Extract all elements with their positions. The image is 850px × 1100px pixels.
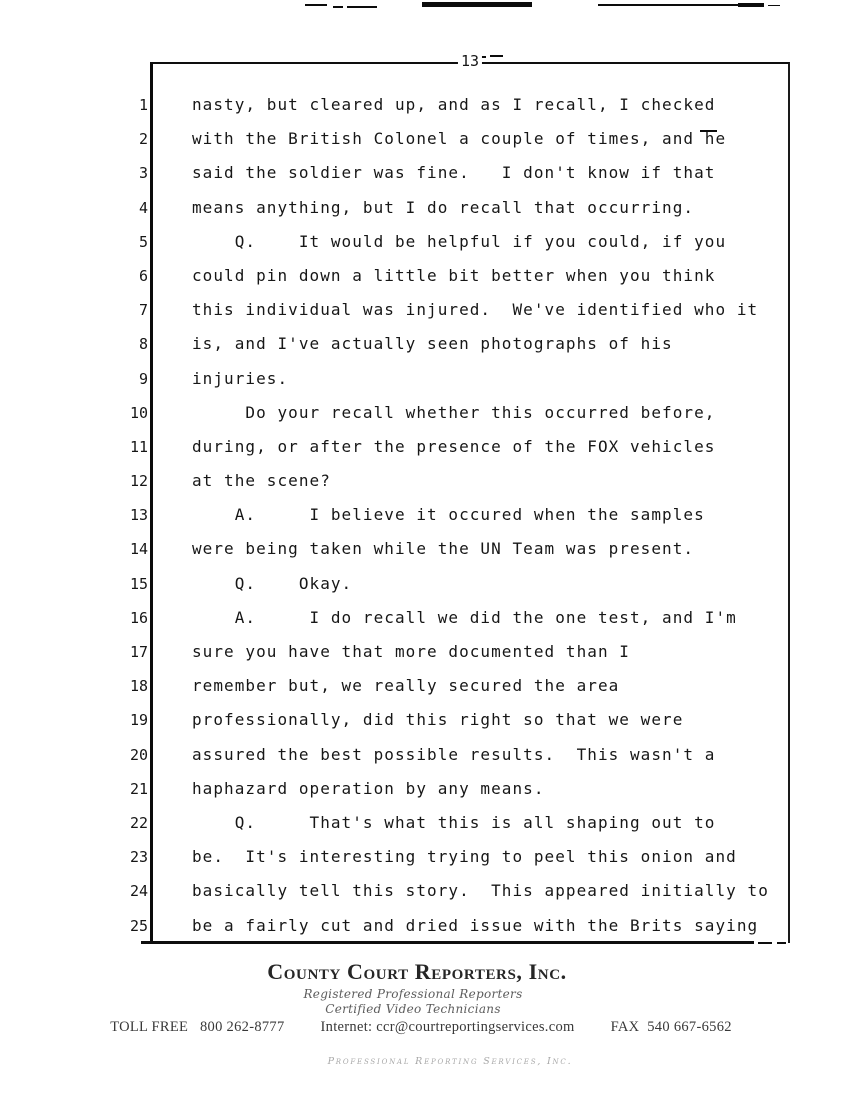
line-number: 6 <box>138 266 148 285</box>
page-number: 13 <box>458 52 482 70</box>
line-number: 19 <box>129 711 148 730</box>
line-text: basically tell this story. This appeared initially to <box>192 881 769 901</box>
transcript-line <box>118 430 808 464</box>
reporter-company-name: County Court Reporters, Inc. <box>267 959 567 984</box>
line-text: A. I do recall we did the one test, and I'm <box>192 607 737 627</box>
transcript-line <box>118 464 808 498</box>
line-number: 18 <box>129 677 148 696</box>
tollfree-number: TOLL FREE 800 262-8777 <box>110 1019 285 1035</box>
line-text: haphazard operation by any means. <box>192 778 545 798</box>
line-number: 5 <box>138 232 148 251</box>
line-number: 20 <box>129 745 148 764</box>
line-text: be a fairly cut and dried issue with the Brits saying <box>192 915 759 935</box>
line-number: 8 <box>138 335 148 354</box>
transcript-line <box>118 327 808 361</box>
line-text: means anything, but I do recall that occurring. <box>192 197 695 217</box>
transcript-line <box>118 156 808 190</box>
line-number: 24 <box>129 882 148 901</box>
line-number: 11 <box>129 437 148 456</box>
transcript-line <box>118 635 808 669</box>
transcript-line <box>118 806 808 840</box>
line-number: 14 <box>129 540 148 559</box>
line-text: Q. That's what this is all shaping out to <box>192 812 716 832</box>
line-number: 1 <box>138 96 148 114</box>
scan-artifact <box>305 4 327 6</box>
scan-artifact <box>333 6 343 8</box>
line-text: were being taken while the UN Team was present. <box>192 539 695 559</box>
reporter-tagline-registered: Registered Professional Reporters <box>303 987 523 1001</box>
line-number: 12 <box>129 472 148 491</box>
scan-artifact <box>347 6 377 8</box>
line-text: at the scene? <box>192 471 331 491</box>
transcript-line <box>118 669 808 703</box>
internet-email: Internet: ccr@courtreportingservices.com <box>320 1019 575 1035</box>
line-text: sure you have that more documented than I <box>192 642 630 661</box>
scan-artifact <box>738 3 764 7</box>
line-text: Q. It would be helpful if you could, if you <box>192 231 727 251</box>
transcript-line <box>118 498 808 532</box>
line-number: 7 <box>138 301 148 320</box>
line-text: said the soldier was fine. I don't know if that <box>192 163 716 183</box>
transcript-line <box>118 840 808 874</box>
transcript-lines <box>118 88 808 943</box>
line-text: Q. Okay. <box>192 573 353 593</box>
transcript-line <box>118 362 808 396</box>
line-number: 17 <box>129 643 148 661</box>
transcript-line <box>118 532 808 566</box>
transcript-line <box>118 874 808 908</box>
scan-artifact <box>490 55 503 57</box>
line-number: 13 <box>129 506 148 525</box>
line-number: 22 <box>129 813 148 832</box>
line-number: 16 <box>129 608 148 627</box>
line-text: be. It's interesting trying to peel this onion and <box>192 847 737 867</box>
scan-artifact <box>598 4 740 6</box>
line-number: 25 <box>129 916 148 935</box>
line-text: this individual was injured. We've identified who it <box>192 300 759 320</box>
line-text: A. I believe it occured when the samples <box>192 505 705 525</box>
line-text: remember but, we really secured the area <box>192 676 620 696</box>
reporter-contact-line <box>0 1019 846 1036</box>
line-text: assured the best possible results. This wasn't a <box>192 744 716 764</box>
scan-artifact <box>768 5 780 6</box>
transcript-line <box>118 738 808 772</box>
line-number: 2 <box>138 130 148 149</box>
transcript-line <box>118 909 808 943</box>
line-number: 21 <box>129 779 148 798</box>
transcript-line <box>118 396 808 430</box>
line-text: injuries. <box>192 368 289 388</box>
line-text: with the British Colonel a couple of times, and he <box>192 129 727 149</box>
transcript-line <box>118 122 808 156</box>
line-text: is, and I've actually seen photographs of his <box>192 334 673 354</box>
fine-print-line: Professional Reporting Services, Inc. <box>327 1056 573 1067</box>
scan-artifact <box>422 2 532 7</box>
transcript-line <box>118 703 808 737</box>
transcript-line <box>118 88 808 122</box>
transcript-line <box>118 601 808 635</box>
line-number: 23 <box>129 848 148 867</box>
reporter-tagline-certified: Certified Video Technicians <box>325 1002 501 1016</box>
line-text: during, or after the presence of the FOX vehicles <box>192 436 716 456</box>
line-number: 4 <box>138 198 148 217</box>
transcript-line <box>118 293 808 327</box>
line-text: nasty, but cleared up, and as I recall, I checked <box>192 95 716 114</box>
line-number: 10 <box>129 403 148 422</box>
transcript-line <box>118 225 808 259</box>
transcript-line <box>118 259 808 293</box>
transcript-line <box>118 772 808 806</box>
fax-number: FAX 540 667-6562 <box>610 1019 732 1035</box>
transcript-line <box>118 567 808 601</box>
line-number: 9 <box>138 369 148 388</box>
line-number: 15 <box>129 574 148 593</box>
line-text: Do your recall whether this occurred before, <box>192 402 716 422</box>
line-text: could pin down a little bit better when you think <box>192 265 716 285</box>
transcript-line <box>118 191 808 225</box>
line-text: professionally, did this right so that we were <box>192 710 684 730</box>
line-number: 3 <box>138 164 148 183</box>
